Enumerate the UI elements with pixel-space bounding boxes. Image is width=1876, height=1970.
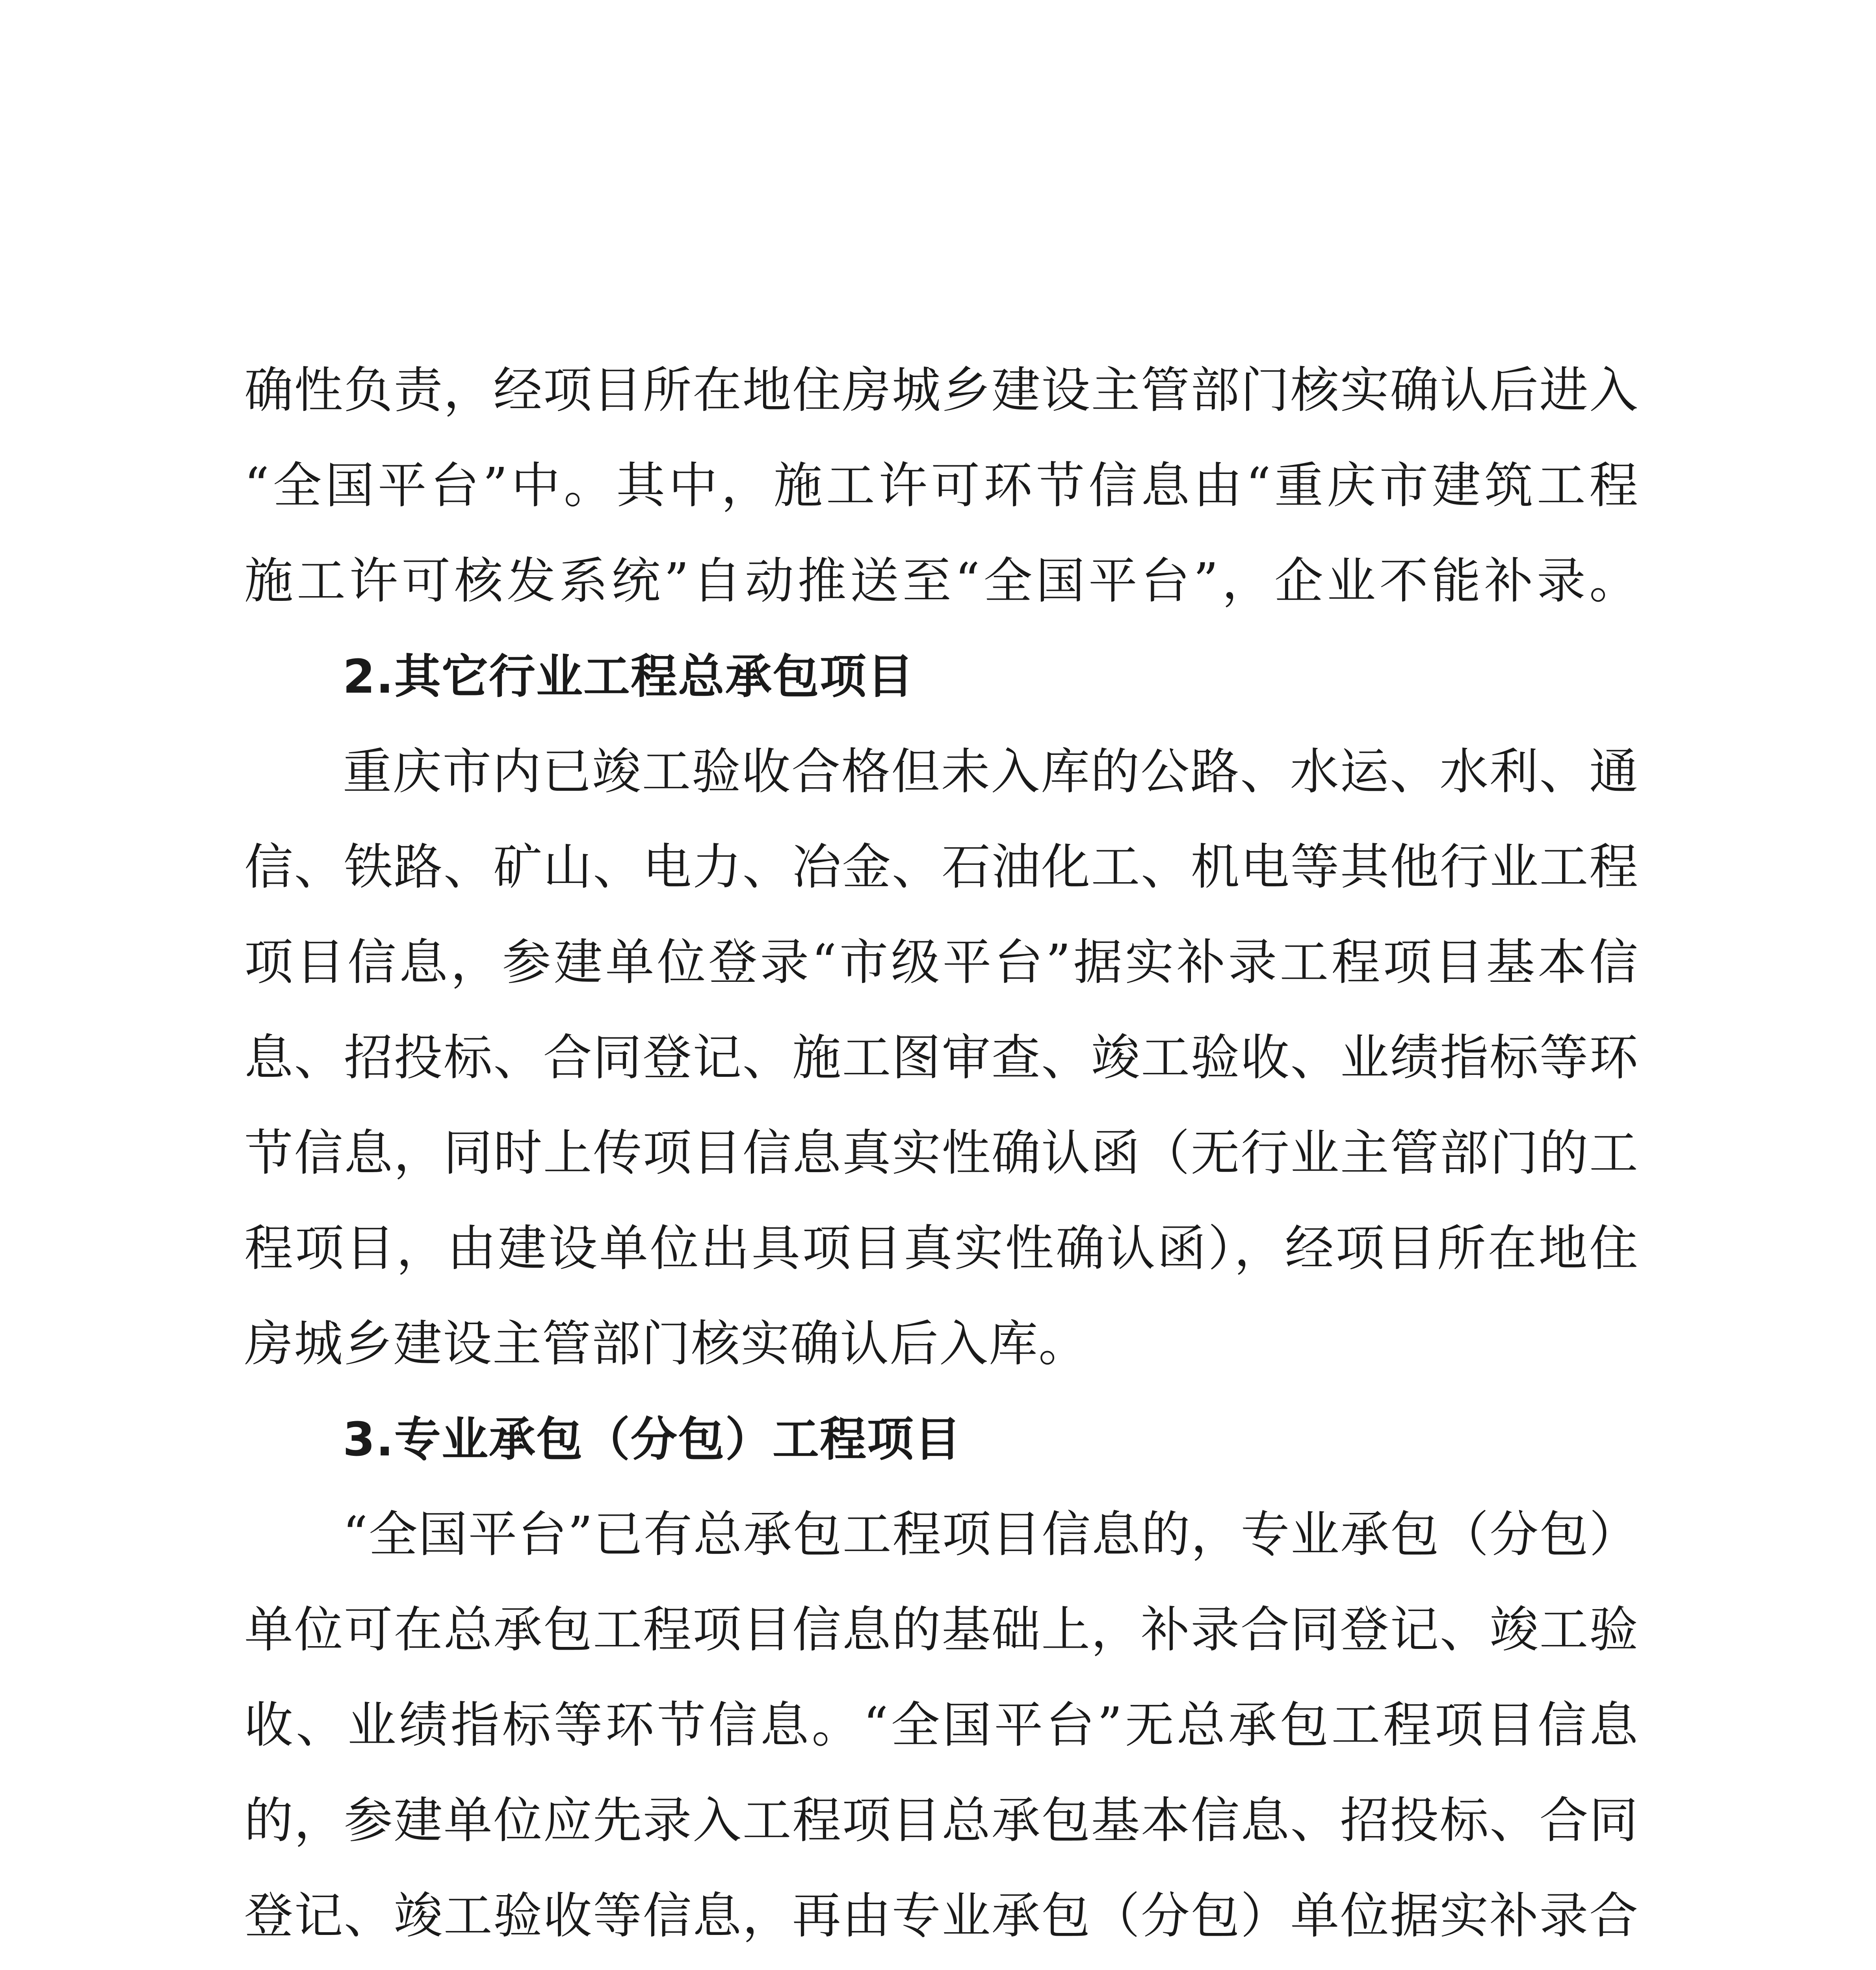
text-line: 重庆市内已竣工验收合格但未入库的公路、水运、水利、通 <box>343 743 1639 800</box>
text-line: 息、招投标、合同登记、施工图审查、竣工验收、业绩指标等环 <box>244 1030 1639 1086</box>
text-line: 登记、竣工验收等信息，再由专业承包（分包）单位据实补录合 <box>244 1888 1639 1944</box>
text-line: 确性负责，经项目所在地住房城乡建设主管部门核实确认后进入 <box>244 362 1639 419</box>
text-line: “全国平台”已有总承包工程项目信息的，专业承包（分包） <box>343 1506 1639 1563</box>
text-line: 收、业绩指标等环节信息。“全国平台”无总承包工程项目信息 <box>244 1697 1639 1754</box>
text-line <box>244 1964 1639 1970</box>
text-line: 节信息，同时上传项目信息真实性确认函（无行业主管部门的工 <box>244 1125 1639 1182</box>
text-line: 的，参建单位应先录入工程项目总承包基本信息、招投标、合同 <box>244 1792 1639 1849</box>
section-heading: 2.其它行业工程总承包项目 <box>343 649 914 704</box>
section-heading: 3.专业承包（分包）工程项目 <box>343 1412 962 1466</box>
document-body <box>244 343 1639 1970</box>
text-line: 程项目，由建设单位出具项目真实性确认函），经项目所在地住 <box>244 1220 1639 1277</box>
text-line: 单位可在总承包工程项目信息的基础上，补录合同登记、竣工验 <box>244 1602 1639 1658</box>
text-line: 施工许可核发系统”自动推送至“全国平台”，企业不能补录。 <box>244 553 1639 610</box>
text-line: 信、铁路、矿山、电力、冶金、石油化工、机电等其他行业工程 <box>244 839 1639 896</box>
text-line: 项目信息，参建单位登录“市级平台”据实补录工程项目基本信 <box>244 934 1639 991</box>
text-line: “全国平台”中。其中，施工许可环节信息由“重庆市建筑工程 <box>244 457 1639 514</box>
text-line: 房城乡建设主管部门核实确认后入库。 <box>244 1316 1088 1372</box>
